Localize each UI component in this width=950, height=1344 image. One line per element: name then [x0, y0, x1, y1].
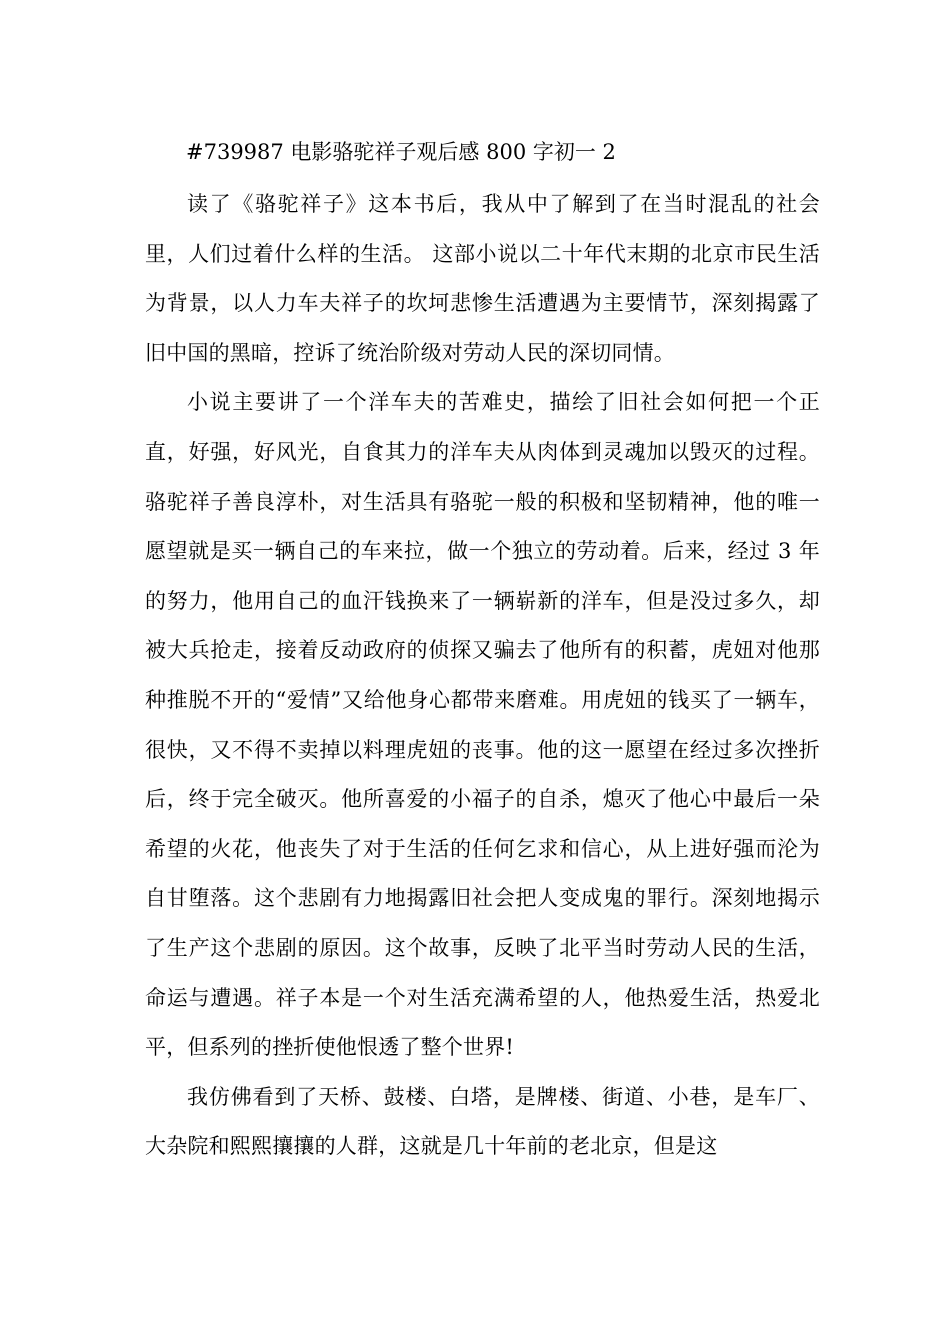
- paragraph-3: 我仿佛看到了天桥、鼓楼、白塔，是牌楼、街道、小巷，是车厂、大杂院和熙熙攘攘的人群，这就是几十年前的老北京，但是这: [145, 1084, 820, 1159]
- document-body: [145, 180, 820, 1172]
- paragraph-1: 读了《骆驼祥子》这本书后，我从中了解到了在当时混乱的社会里，人们过着什么样的生活。 这部小说以二十年代末期的北京市民生活为背景，以人力车夫祥子的坎坷悲惨生活遭遇为主要情节，深刻揭露了旧中国的黑暗，控诉了统治阶级对劳动人民的深切同情。: [145, 192, 820, 365]
- document-title: #739987 电影骆驼祥子观后感 800 字初一 2: [186, 140, 616, 164]
- paragraph-2: 小说主要讲了一个洋车夫的苦难史，描绘了旧社会如何把一个正直，好强，好风光，自食其力的洋车夫从肉体到灵魂加以毁灭的过程。骆驼祥子善良淳朴，对生活具有骆驼一般的积极和坚韧精神，他的唯一愿望就是买一辆自己的车来拉，做一个独立的劳动着。后来，经过 3 年的努力，他用自己的血汗钱换来了一辆崭新的洋车，但是没过多久，却被大兵抢走，接着反动政府的侦探又骗去了他所有的积蓄，虎妞对他那种推脱不开的“爱情”又给他身心都带来磨难。用虎妞的钱买了一辆车，很快，又不得不卖掉以料理虎妞的丧事。他的这一愿望在经过多次挫折后，终于完全破灭。他所喜爱的小福子的自杀，熄灭了他心中最后一朵希望的火花，他丧失了对于生活的任何乞求和信心，从上进好强而沦为自甘堕落。这个悲剧有力地揭露旧社会把人变成鬼的罪行。深刻地揭示了生产这个悲剧的原因。这个故事，反映了北平当时劳动人民的生活，命运与遭遇。祥子本是一个对生活充满希望的人，他热爱生活，热爱北平，但系列的挫折使他恨透了整个世界!: [145, 390, 820, 1060]
